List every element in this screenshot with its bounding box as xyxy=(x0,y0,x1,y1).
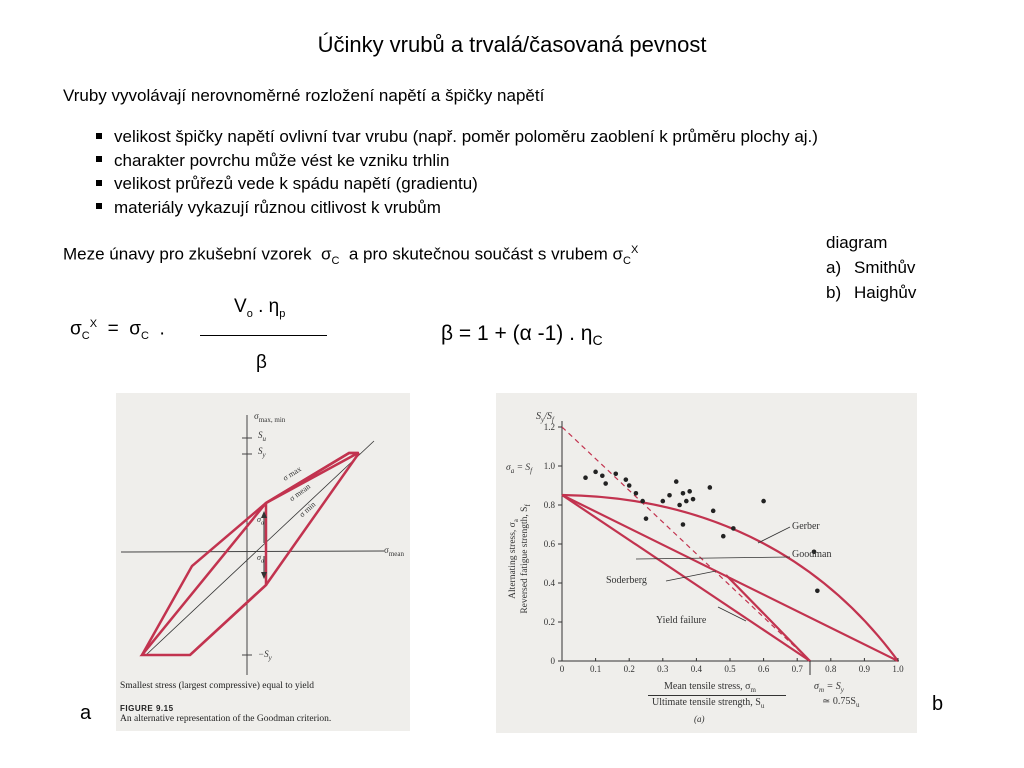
numerator-v-sub: o xyxy=(246,307,253,320)
data-point xyxy=(583,475,588,480)
list-item xyxy=(96,149,818,173)
label-text: σ xyxy=(257,515,261,524)
label-text: ≃ 0.75S xyxy=(822,696,856,707)
fig-b-ylabel-2 xyxy=(520,466,533,649)
label-sub: m xyxy=(750,686,756,694)
fig-b-xlabel-1 xyxy=(664,681,756,694)
fig-b-y-top-label xyxy=(536,411,554,424)
data-point xyxy=(627,483,632,488)
x-tick-label: 0.1 xyxy=(589,664,602,674)
label-sub: f xyxy=(523,504,532,507)
label-sub: y xyxy=(840,686,844,694)
fig-b-xlabel-2 xyxy=(652,697,764,710)
x-tick-label: 1.0 xyxy=(892,664,904,674)
x-tick-label: 0.6 xyxy=(757,664,770,674)
data-point xyxy=(600,473,605,478)
x-tick-label: 0.5 xyxy=(724,664,736,674)
label-sub: y xyxy=(541,416,545,424)
region-right-edge xyxy=(190,450,359,655)
meze-sigma-sub: C xyxy=(331,255,340,268)
fraction-bar xyxy=(200,335,327,336)
label-text: σ xyxy=(384,545,389,555)
diagram-list xyxy=(826,230,916,305)
fig-a-neg-sy-label xyxy=(258,649,272,662)
formula-dot: . xyxy=(159,318,165,340)
label-sub: u xyxy=(262,434,266,443)
diagonal-line xyxy=(146,441,374,655)
formula-beta-sub: C xyxy=(592,332,603,349)
diagram-item xyxy=(826,255,916,280)
y-tick-label: 1.2 xyxy=(543,422,555,432)
meze-sub-2: C xyxy=(623,255,631,268)
data-point xyxy=(687,489,692,494)
diagram-item-label: b) xyxy=(826,283,842,302)
list-item xyxy=(96,196,818,220)
x-tick-label: 0.9 xyxy=(858,664,871,674)
data-point xyxy=(593,470,598,475)
bullet-text: velikost špičky napětí ovlivní tvar vrubu (např. poměr poloměru zaoblení k průměru plochy aj.) xyxy=(114,127,818,146)
meze-text-2: a pro skutečnou součást s vrubem σ xyxy=(348,244,623,264)
data-point xyxy=(681,491,686,496)
diagram-item-label: a) xyxy=(826,258,842,277)
list-item xyxy=(96,125,818,149)
goodman-arrow xyxy=(636,557,790,559)
figure-a-letter: a xyxy=(80,702,92,724)
page-title: Účinky vrubů a trvalá/časovaná pevnost xyxy=(317,32,707,57)
y-tick-label: 0.4 xyxy=(543,578,555,588)
x-tick-label: 0.2 xyxy=(623,664,635,674)
bullet-list xyxy=(96,125,818,219)
figure-b-photo xyxy=(496,393,917,733)
data-point xyxy=(603,481,608,486)
label-sub: y xyxy=(262,450,266,459)
meze-sigma: σ xyxy=(320,244,332,264)
figure-b-letter: b xyxy=(932,693,944,715)
formula-rhs-sub: C xyxy=(141,330,149,343)
fig-b-ylabel-1 xyxy=(508,466,520,649)
data-point xyxy=(624,477,629,482)
diagram-item-text: Haighův xyxy=(854,283,917,302)
intro-text: Vruby vyvolávají nerovnoměrné rozložení napětí a špičky napětí xyxy=(63,86,545,105)
fig-b-gerber-label: Gerber xyxy=(792,521,820,532)
fig-a-y-axis-label xyxy=(254,411,285,424)
fig-a-sa-label-2 xyxy=(257,553,264,565)
data-point xyxy=(761,499,766,504)
data-point xyxy=(711,509,716,514)
label-text: = S xyxy=(514,463,531,473)
fatigue-limit-sentence xyxy=(63,244,638,267)
y-tick-label: 0.2 xyxy=(543,617,555,627)
fig-a-figure-label: FIGURE 9.15 xyxy=(120,704,174,713)
diagram-heading: diagram xyxy=(826,233,888,252)
formula-denominator: β xyxy=(256,352,267,373)
fig-b-sm-eq-label xyxy=(814,681,844,694)
label-sub: f xyxy=(551,416,554,424)
fig-a-caption-line: Smallest stress (largest compressive) equal to yield xyxy=(120,681,315,691)
fig-b-goodman-label: Goodman xyxy=(792,549,832,560)
label-sub: u xyxy=(855,701,860,709)
formula-lhs-sup: X xyxy=(89,318,98,330)
fig-a-smean-label: σ mean xyxy=(287,481,313,504)
data-point xyxy=(721,534,726,539)
label-sub: max, min xyxy=(258,415,286,424)
diagram-item xyxy=(826,280,916,305)
fig-b-xlabel-fraction-bar xyxy=(648,695,786,696)
diagram-item-text: Smithův xyxy=(854,258,916,277)
data-point xyxy=(681,522,686,527)
goodman-region-upper xyxy=(142,450,358,655)
data-point xyxy=(815,589,820,594)
fig-b-soderberg-label: Soderberg xyxy=(606,575,647,586)
label-text: Reversed fatigue strength, S xyxy=(520,506,531,614)
formula-numerator xyxy=(234,296,285,320)
yield-failure-line xyxy=(726,575,810,661)
gerber-arrow xyxy=(758,527,790,543)
x-tick-label: 0 xyxy=(559,664,565,674)
formula-lhs-sigma: σ xyxy=(70,318,82,340)
data-point xyxy=(677,503,682,508)
bullet-text: materiály vykazují různou citlivost k vrubům xyxy=(114,197,441,217)
label-text: S xyxy=(258,446,263,456)
bullet-text: charakter povrchu může vést ke vzniku trhlin xyxy=(114,150,450,170)
x-tick-label: 0.8 xyxy=(825,664,837,674)
x-axis xyxy=(121,551,384,552)
fig-a-x-axis-label xyxy=(384,545,404,558)
formula-beta xyxy=(441,322,603,348)
fig-b-panel-label: (a) xyxy=(694,714,705,724)
x-tick-label: 0.3 xyxy=(657,664,669,674)
bullet-square-icon xyxy=(96,156,102,162)
data-point xyxy=(674,479,679,484)
label-text: = S xyxy=(824,681,841,692)
data-point xyxy=(667,493,672,498)
fig-a-smax-label: σ max xyxy=(281,464,303,483)
fig-a-sy-label xyxy=(258,446,266,459)
data-point xyxy=(691,497,696,502)
soderberg-arrow xyxy=(666,571,716,581)
list-item xyxy=(96,172,818,196)
label-sub: a xyxy=(260,558,264,565)
data-point xyxy=(684,499,689,504)
fig-a-sa-label-1 xyxy=(257,515,264,527)
formula-lhs xyxy=(70,318,165,342)
data-point xyxy=(613,472,618,477)
label-text: σ xyxy=(814,681,819,692)
fig-a-su-label xyxy=(258,430,266,443)
label-text: −S xyxy=(258,649,269,659)
label-sub: y xyxy=(268,653,272,662)
label-text: σ xyxy=(506,463,511,473)
label-sub: f xyxy=(530,466,533,475)
numerator-mid: . η xyxy=(252,296,280,317)
bullet-square-icon xyxy=(96,180,102,186)
label-text: Ultimate tensile strength, S xyxy=(652,697,761,708)
label-sub: a xyxy=(511,519,520,523)
label-text: σ xyxy=(254,411,259,421)
x-tick-label: 0.7 xyxy=(791,664,803,674)
data-point xyxy=(708,485,713,490)
label-text: /S xyxy=(544,411,552,422)
formula-lhs-sub: C xyxy=(81,330,90,343)
data-point xyxy=(731,526,736,531)
numerator-eta-sub: p xyxy=(279,307,286,320)
y-tick-label: 0.6 xyxy=(543,539,555,549)
label-sub: a xyxy=(260,520,264,527)
formula-rhs-sigma: σ xyxy=(129,318,141,340)
data-point xyxy=(640,499,645,504)
data-point xyxy=(634,491,639,496)
meze-sup-2: X xyxy=(630,244,639,256)
meze-text-1: Meze únavy pro zkušební vzorek xyxy=(63,244,312,264)
numerator-v: V xyxy=(234,296,247,317)
label-text: σ xyxy=(257,553,261,562)
y-tick-label: 1.0 xyxy=(543,461,555,471)
formula-beta-main: β = 1 + (α -1) . η xyxy=(441,322,593,345)
x-tick-label: 0.4 xyxy=(690,664,703,674)
fig-b-approx-label xyxy=(822,696,859,709)
label-sub: mean xyxy=(388,549,405,558)
bullet-text: velikost průřezů vede k spádu napětí (gradientu) xyxy=(114,174,478,193)
fig-a-figure-text: An alternative representation of the Goodman criterion. xyxy=(120,714,332,724)
fig-a-smin-label: σ min xyxy=(297,499,318,520)
label-sub: u xyxy=(760,702,765,710)
label-text: Alternating stress, σ xyxy=(508,522,519,599)
label-sub: m xyxy=(818,686,824,694)
label-sub: a xyxy=(510,466,515,475)
data-point xyxy=(644,516,649,521)
formula-equals: = xyxy=(107,318,119,340)
bullet-square-icon xyxy=(96,133,102,139)
fig-b-yield-label: Yield failure xyxy=(656,615,707,626)
label-text: Mean tensile stress, σ xyxy=(664,681,751,692)
label-text: S xyxy=(536,411,541,422)
y-tick-label: 0 xyxy=(550,656,555,666)
figure-a-photo xyxy=(116,393,410,731)
label-text: S xyxy=(258,430,263,440)
bullet-square-icon xyxy=(96,203,102,209)
soderberg-line xyxy=(562,495,810,661)
data-point xyxy=(661,499,666,504)
y-tick-label: 0.8 xyxy=(543,500,555,510)
